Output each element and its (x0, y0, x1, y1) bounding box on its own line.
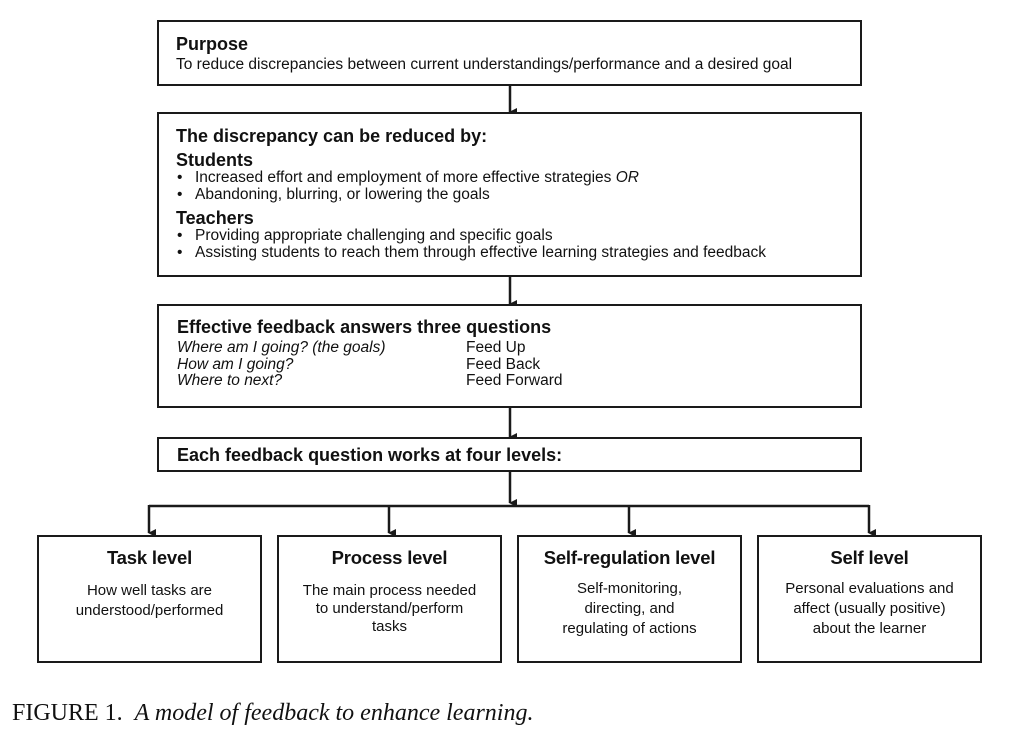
level-description-line: to understand/perform (315, 600, 464, 617)
figure-caption (12, 700, 533, 727)
question-answer: Feed Back (466, 355, 541, 373)
question-row (177, 357, 860, 374)
discrepancy-box (157, 112, 862, 277)
level-box-self (757, 535, 982, 663)
purpose-text: To reduce discrepancies between current understandings/performance and a desired goal (176, 56, 793, 73)
level-description-line: tasks (371, 618, 407, 635)
teachers-heading: Teachers (176, 208, 254, 228)
question-text: Where am I going? (the goals) (177, 339, 386, 356)
question-row (177, 340, 860, 357)
levels-heading-box (157, 437, 862, 472)
level-description-line: The main process needed (302, 582, 477, 599)
level-description-line: affect (usually positive) (793, 600, 946, 617)
purpose-heading: Purpose (176, 34, 249, 54)
level-description (759, 579, 980, 639)
figure-label: FIGURE 1. (12, 700, 123, 726)
teachers-item: • Assisting students to reach them through effective learning strategies and feedback (176, 245, 860, 262)
students-list (176, 170, 860, 203)
level-description-line: understood/performed (75, 601, 224, 619)
question-text: How am I going? (177, 355, 294, 373)
question-row (177, 373, 860, 390)
level-description (39, 581, 260, 620)
level-box-self-regulation (517, 535, 742, 663)
level-title: Self-regulation level (543, 547, 716, 568)
purpose-box (157, 20, 862, 86)
students-item: • Abandoning, blurring, or lowering the goals (176, 187, 860, 204)
students-item-text: Increased effort and employment of more effective strategies (195, 169, 612, 186)
level-description-line: regulating of actions (562, 620, 697, 637)
question-answer: Feed Up (466, 339, 526, 356)
level-description (519, 579, 740, 639)
question-answer: Feed Forward (466, 372, 563, 389)
level-description-line: about the learner (812, 620, 927, 637)
teachers-item: • Providing appropriate challenging and specific goals (176, 228, 860, 245)
figure-caption-text: A model of feedback to enhance learning. (134, 700, 534, 726)
level-description-line: Self-monitoring, (576, 580, 683, 597)
levels-heading: Each feedback question works at four levels: (177, 445, 563, 465)
level-description-line: Personal evaluations and (785, 580, 954, 597)
teachers-list (176, 228, 860, 261)
level-box-task (37, 535, 262, 663)
question-text: Where to next? (177, 372, 283, 389)
questions-box (157, 304, 862, 408)
level-description-line: How well tasks are (86, 582, 213, 599)
students-or: OR (615, 169, 639, 186)
level-title: Self level (830, 547, 909, 568)
students-heading: Students (176, 150, 254, 170)
discrepancy-heading: The discrepancy can be reduced by: (176, 126, 488, 146)
level-box-process (277, 535, 502, 663)
level-title: Process level (331, 547, 448, 568)
students-item (176, 170, 860, 187)
level-title: Task level (106, 547, 193, 568)
level-description-line: directing, and (584, 600, 675, 617)
questions-heading: Effective feedback answers three questions (177, 317, 552, 337)
level-description (279, 582, 500, 636)
